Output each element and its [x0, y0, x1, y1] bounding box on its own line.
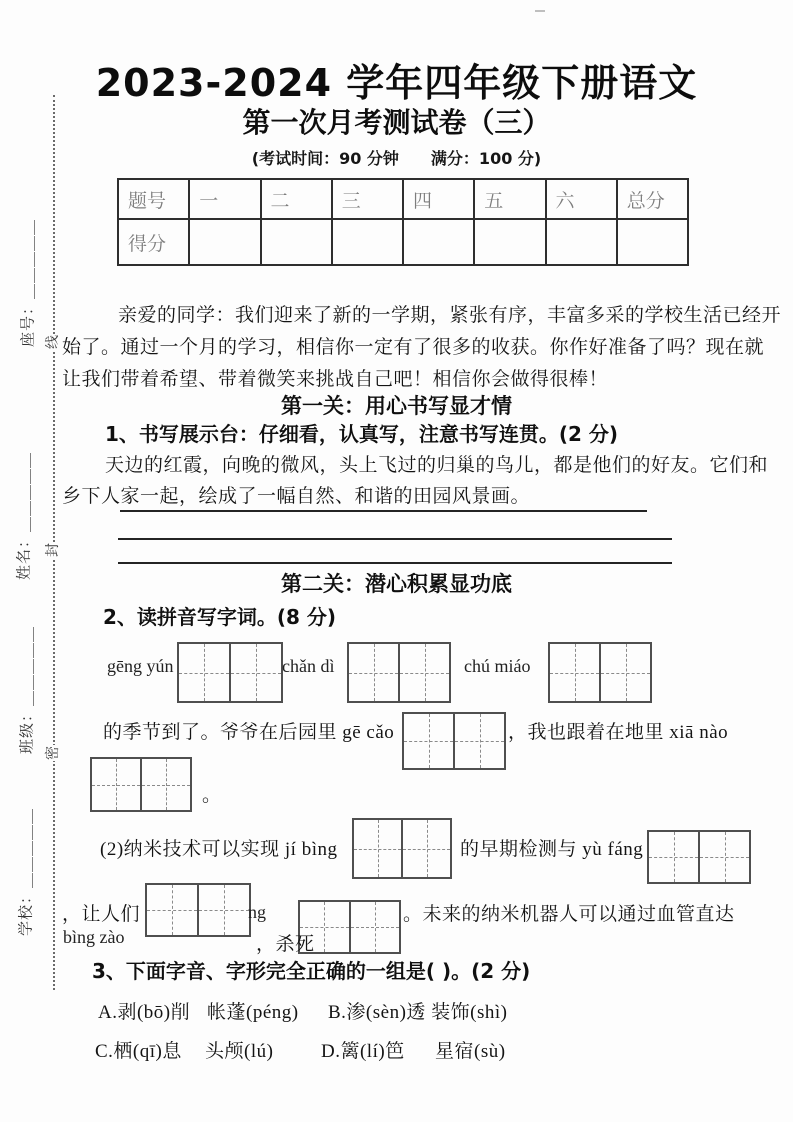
exam-info: (考试时间：90 分钟 满分：100 分) [251, 149, 542, 168]
score-table-cell-6: 六 [546, 179, 617, 219]
sentence-yufang-pre: 的早期检测与 yù fáng [460, 839, 644, 860]
score-table-cell-3: 三 [332, 179, 403, 219]
margin-field-name: 姓名：＿＿＿＿＿ [16, 451, 33, 581]
sentence-jibing-pre: (2)纳米技术可以实现 jí bìng [100, 839, 338, 860]
intro-line: 让我们带着希望、带着微笑来挑战自己吧！相信你会做得很棒！ [62, 369, 609, 390]
tianzige-box-xianao [90, 757, 192, 812]
seal-char-mi: 密 [46, 746, 61, 760]
pinyin-fragment-ng: ng [248, 902, 266, 922]
sentence-weilai: 。未来的纳米机器人可以通过血管直达 [403, 904, 735, 925]
seal-char-xian: 线 [46, 335, 61, 349]
score-blank-cell [261, 219, 332, 265]
score-table [117, 178, 689, 266]
intro-line: 始了。通过一个月的学习，相信你一定有了很多的收获。你作好准备了吗？现在就 [62, 337, 765, 358]
score-blank-cell [617, 219, 688, 265]
score-table-cell-defen: 得分 [118, 219, 189, 265]
sentence-gecao-pre: 的季节到了。爷爷在后园里 gē cǎo [103, 722, 395, 743]
score-blank-cell [474, 219, 545, 265]
score-table-header-row [118, 179, 688, 219]
passage-line: 天边的红霞，向晚的微风，头上飞过的归巢的鸟儿，都是他们的好友。它们和 [105, 455, 769, 476]
question-2: 2、读拼音写字词。(8 分) [103, 605, 337, 629]
option-b: B.渗(sèn)透 装饰(shì) [328, 1002, 508, 1023]
pinyin-label-chandi: chǎn dì [282, 656, 335, 676]
tianzige-box-jiankang [145, 883, 251, 937]
question-3: 3、下面字音、字形完全正确的一组是( )。(2 分) [92, 959, 531, 983]
sentence-shasi-pre: ，杀死 [256, 934, 315, 955]
section1-heading: 第一关：用心书写显才情 [281, 394, 512, 418]
margin-field-class: 班级：＿＿＿＿＿ [19, 625, 36, 755]
score-table-cell-tihao: 题号 [118, 179, 189, 219]
pinyin-label-gengyun: gēng yún [107, 656, 174, 676]
sentence-xianao-pre: ，我也跟着在地里 xiā nào [508, 722, 729, 743]
margin-field-school: 学校：＿＿＿＿＿ [18, 807, 35, 937]
intro-line: 亲爱的同学：我们迎来了新的一学期，紧张有序，丰富多采的学校生活已经开 [118, 305, 782, 326]
option-c: C.栖(qī)息 [95, 1041, 182, 1062]
tianzige-box-chandi [347, 642, 451, 703]
tianzige-box-jibing [352, 818, 452, 879]
tianzige-box-chumiao [548, 642, 652, 703]
score-table-cell-1: 一 [189, 179, 260, 219]
passage-line: 乡下人家一起，绘成了一幅自然、和谐的田园风景画。 [62, 486, 531, 507]
question-1: 1、书写展示台：仔细看，认真写，注意书写连贯。(2 分) [105, 422, 619, 446]
page-title: 2023-2024 学年四年级下册语文 [95, 61, 698, 105]
option-a2: 帐蓬(péng) [207, 1002, 299, 1023]
score-blank-cell [546, 219, 617, 265]
writing-line [120, 510, 647, 512]
score-blank-cell [403, 219, 474, 265]
score-blank-cell [189, 219, 260, 265]
score-table-cell-5: 五 [474, 179, 545, 219]
seal-char-feng: 封 [46, 543, 61, 557]
sentence-rangrenmen: ，让人们 [62, 904, 141, 925]
page-subtitle: 第一次月考测试卷（三） [242, 106, 551, 139]
pinyin-label-bingzao: bìng zào [63, 927, 125, 947]
score-table-cell-total: 总分 [617, 179, 688, 219]
tianzige-box-gecao [402, 712, 506, 770]
margin-field-seat-number: 座号：＿＿＿＿＿ [20, 218, 37, 348]
option-c2: 头颅(lú) [205, 1041, 274, 1062]
tianzige-box-yufang [647, 830, 751, 884]
tianzige-box-gengyun [177, 642, 283, 703]
score-blank-cell [332, 219, 403, 265]
sentence-period: 。 [202, 785, 222, 806]
writing-line [118, 538, 672, 540]
scan-artifact [535, 10, 545, 12]
option-d2: 星宿(sù) [435, 1041, 506, 1062]
option-d: D.篱(lí)笆 [321, 1041, 405, 1062]
score-table-cell-2: 二 [261, 179, 332, 219]
score-table-score-row [118, 219, 688, 265]
pinyin-label-chumiao: chú miáo [464, 656, 531, 676]
writing-line [118, 562, 672, 564]
option-a: A.剥(bō)削 [98, 1002, 191, 1023]
score-table-cell-4: 四 [403, 179, 474, 219]
section2-heading: 第二关：潜心积累显功底 [281, 572, 512, 596]
